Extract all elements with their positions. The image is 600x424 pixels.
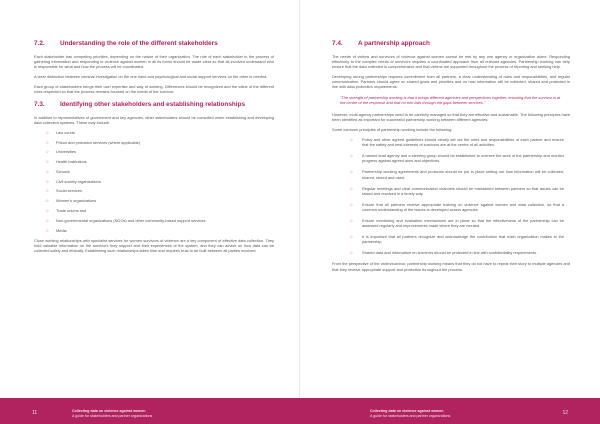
section-heading: 7.3. Identifying other stakeholders and establishing relationships bbox=[34, 100, 246, 108]
section-7-4 bbox=[332, 40, 570, 272]
list-item: ○ Policy and other agreed guidelines should clearly set out the roles and responsibilities of each partner and ensure that the safety and best interests of survivors are at the centre of all activities. bbox=[350, 137, 564, 148]
bullet-icon: ○ bbox=[350, 169, 353, 175]
bullet-icon: ○ bbox=[46, 227, 49, 233]
list-item: ○ Ensure monitoring and evaluation mechanisms are in place so that the effectiveness of the partnership can be assessed regularly and improvements made where they are needed. bbox=[350, 217, 564, 229]
page-number-right: 12 bbox=[562, 410, 568, 416]
paragraph: From the perspective of the victim/survivor, partnership working means that they do not have to repeat their story to multiple agencies and that they receive appropriate support and protection throughout the process. bbox=[332, 261, 570, 272]
list-item: ○ Non-governmental organizations (NGOs) and other community-based support services bbox=[46, 217, 206, 223]
paragraph: Each group of stakeholders brings their own expertise and way of working. Differences should be recognized and the value of the different roles respected so that the process remains focused on the needs of the survivor. bbox=[34, 84, 274, 95]
bullet-icon: ○ bbox=[46, 188, 49, 194]
list-item: ○ Social services bbox=[46, 188, 82, 194]
section-heading: 7.4. A partnership approach bbox=[332, 40, 430, 47]
section-heading: 7.2. Understanding the role of the different stakeholders bbox=[34, 40, 218, 47]
paragraph: Each stakeholder has competing priorities, depending on the nature of their organization. The role of each stakeholder in the process of gathering information and responding to violence against women in all its forms should be made clear so that all involved understand who is responsible for what and how the process will be coordinated. bbox=[34, 54, 274, 70]
bullet-icon: ○ bbox=[46, 208, 49, 213]
pull-quote: "The strength of partnership working is that it brings different agencies and perspectives together, ensuring that the survivor is at the centre of the response and that no one falls through the gaps between services." bbox=[340, 94, 561, 105]
paragraph: In addition to representatives of government and key agencies, other stakeholders should be consulted when establishing and developing data collection systems. These may include: bbox=[34, 114, 274, 125]
page-number-left: 11 bbox=[32, 410, 38, 416]
list-item: ○ It is important that all partners recognize and acknowledge the contribution that each organization makes to the partnership. bbox=[350, 234, 564, 245]
list-item: ○ Shared data and information on survivors should be protected in line with confidentiality requirements. bbox=[350, 250, 538, 256]
section-7-3 bbox=[34, 101, 274, 253]
list-item: ○ Schools bbox=[46, 168, 70, 174]
section-7-2 bbox=[34, 40, 274, 95]
list-item: ○ Regular meetings and clear communication channels should be maintained between partners so that issues can be raised and resolved in a timely way. bbox=[350, 185, 564, 196]
footer-bar bbox=[0, 398, 600, 424]
paragraph: Developing strong partnerships requires commitment from all partners, a clear understanding of roles and responsibilities, and regular communication. Partners should agree on shared goals and priorities and on how information will be collected, shared and protected in line with data protection requirements. bbox=[332, 74, 570, 90]
bullet-icon: ○ bbox=[46, 217, 49, 223]
list-item: ○ Health institutions bbox=[46, 159, 87, 165]
bullet-icon: ○ bbox=[46, 129, 49, 135]
bullet-icon: ○ bbox=[350, 185, 353, 191]
list-item: ○ Trade unions and bbox=[46, 208, 87, 213]
list-item: ○ Civil society organizations bbox=[46, 178, 101, 184]
paragraph: The needs of victims and survivors of violence against women cannot be met by any one agency or organization alone. Responding effectively to the complex needs of survivors requires a coordinated approach from all relevant agencies. Partnership working can help ensure that the data collected is comprehensive and that victims are supported throughout the process of reporting and seeking help. bbox=[332, 54, 570, 70]
footer-text-left: Collecting data on violence against women A guide for stakeholders and partner organizations bbox=[72, 409, 153, 418]
bullet-icon: ○ bbox=[350, 153, 353, 159]
bullet-icon: ○ bbox=[46, 198, 49, 204]
bullet-icon: ○ bbox=[350, 137, 353, 143]
bullet-icon: ○ bbox=[46, 139, 49, 145]
list-item: ○ Law courts bbox=[46, 129, 75, 135]
paragraph: However, multi-agency partnerships need to be carefully managed so that they are effective and sustainable. The following principles have been identified as important for successful partnership working between different agencies: bbox=[332, 111, 570, 122]
paragraph: Some common principles of partnership working include the following: bbox=[332, 126, 453, 132]
list-item: ○ A named lead agency and a steering group should be established to oversee the work of the partnership and monitor progress against agreed aims and objectives. bbox=[350, 153, 564, 164]
bullet-icon: ○ bbox=[350, 201, 353, 207]
stakeholder-list bbox=[34, 130, 274, 233]
bullet-icon: ○ bbox=[46, 159, 49, 165]
bullet-icon: ○ bbox=[46, 149, 49, 155]
principles-list bbox=[332, 137, 570, 255]
bullet-icon: ○ bbox=[46, 178, 49, 184]
right-page bbox=[300, 0, 600, 424]
bullet-icon: ○ bbox=[350, 234, 353, 240]
bullet-icon: ○ bbox=[46, 168, 49, 174]
list-item: ○ Prison and probation services (where applicable) bbox=[46, 139, 141, 145]
list-item: ○ Universities bbox=[46, 149, 77, 155]
list-item: ○ Women's organizations bbox=[46, 198, 97, 204]
list-item: ○ Partnership working agreements and protocols should be put in place setting out how information will be collected, shared, stored and used. bbox=[350, 169, 564, 180]
bullet-icon: ○ bbox=[350, 217, 353, 223]
paragraph: A clear distinction between criminal investigation on the one hand and psychological and social support services on the other is needed. bbox=[34, 74, 268, 80]
bullet-icon: ○ bbox=[350, 250, 353, 256]
list-item: ○ Media bbox=[46, 227, 67, 233]
footer-text-right: Collecting data on violence against women A guide for stakeholders and partner organizations bbox=[370, 409, 451, 418]
list-item: ○ Ensure that all partners receive appropriate training on violence against women and data collection, so that a common understanding of the issues is developed across agencies. bbox=[350, 201, 564, 212]
paragraph: Close working relationships with specialist services for women survivors of violence are a key component of effective data collection. They hold valuable information on the survivors they support and their experiences of the system, and they can advise on how data can be collected safely and ethically. Establishing such relationships takes time and requires trust to be built between all parties involved. bbox=[34, 237, 274, 253]
